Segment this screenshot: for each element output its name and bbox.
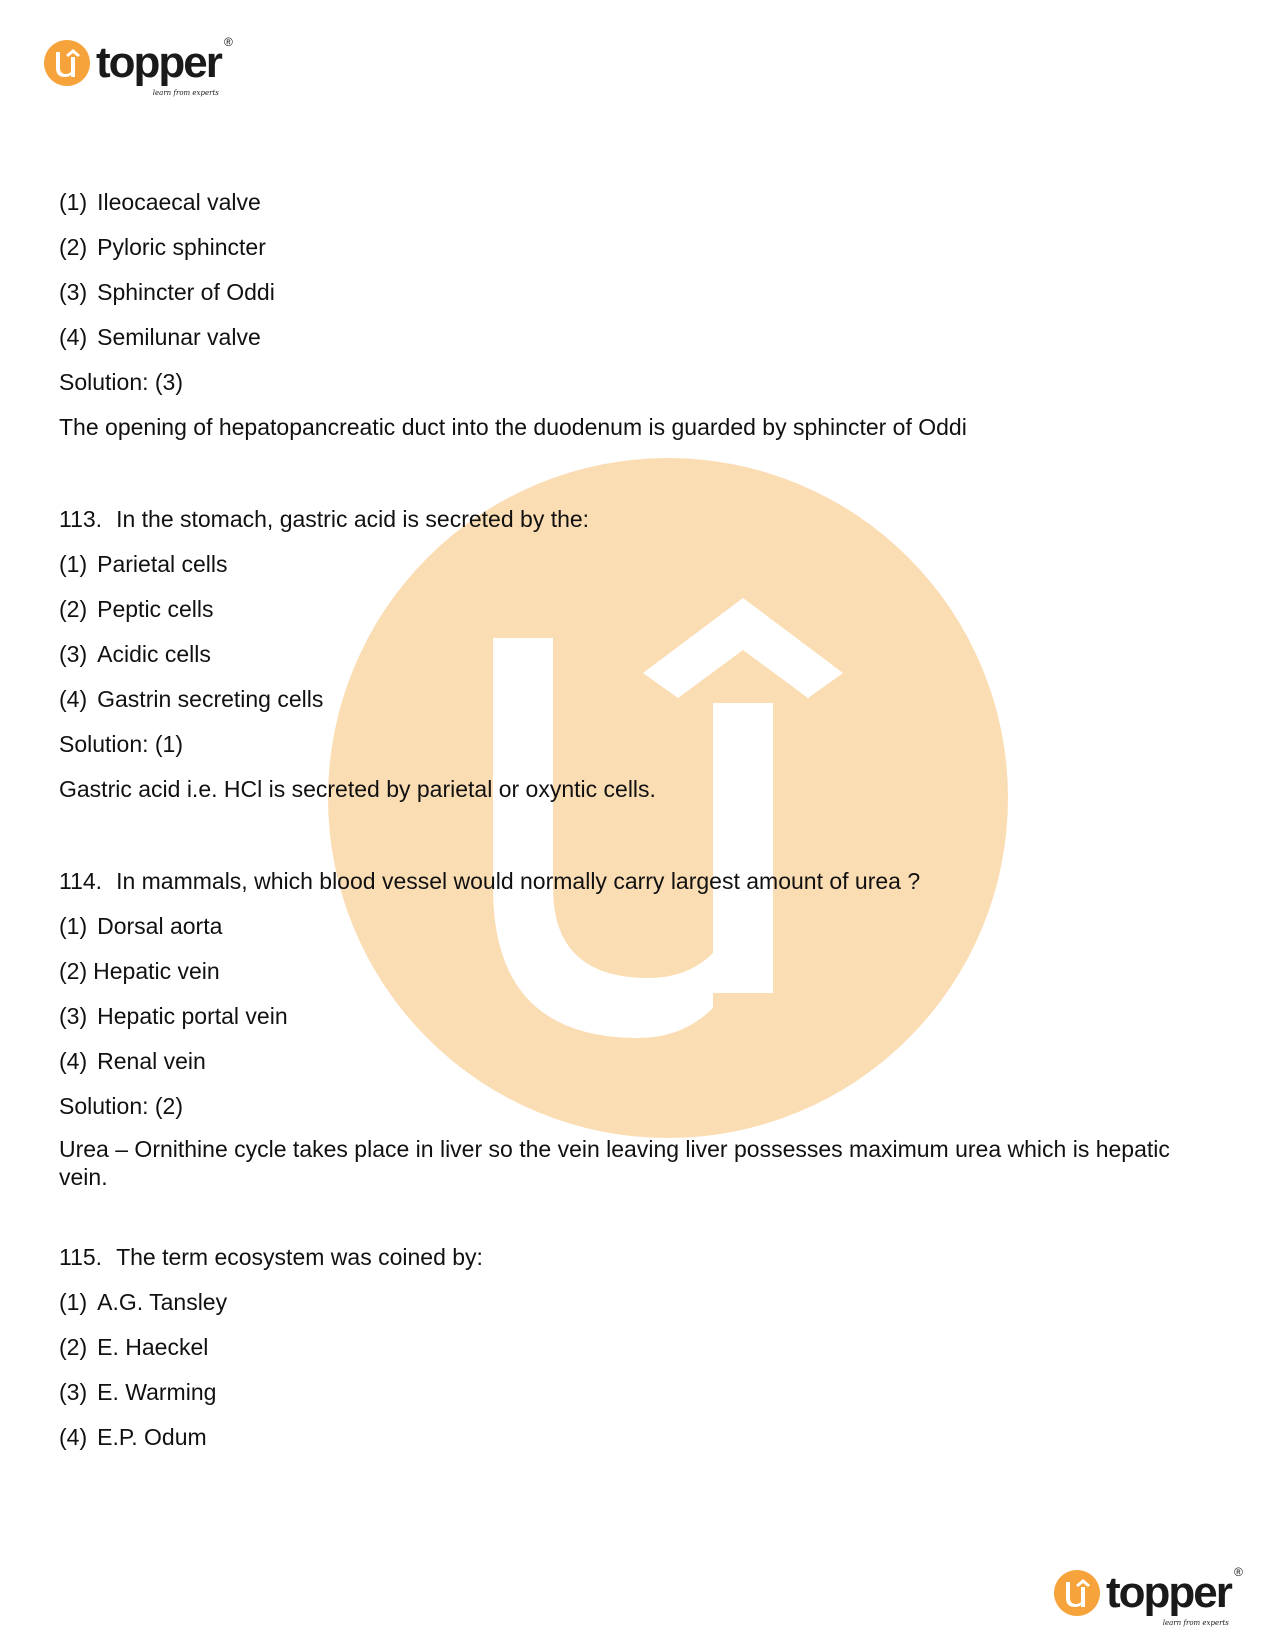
topper-u-icon (44, 40, 90, 86)
brand-name: topper (1106, 1568, 1231, 1617)
topper-logo-footer (1054, 1565, 1243, 1627)
brand-tagline: learn from experts (152, 89, 219, 97)
prev-question-block (59, 186, 1179, 456)
solution-explanation: Gastric acid i.e. HCl is secreted by parietal or oxyntic cells. (59, 776, 656, 802)
solution-explanation: Urea – Ornithine cycle takes place in liver so the vein leaving liver possesses maximum urea which is hepatic vein. (59, 1136, 1170, 1190)
option-item: (4) Semilunar valve (59, 324, 261, 350)
brand-tagline: learn from experts (1162, 1619, 1229, 1627)
option-item: (3) E. Warming (59, 1379, 217, 1405)
option-item: (1) Dorsal aorta (59, 913, 223, 939)
registered-mark: ® (224, 35, 233, 49)
brand-name: topper (96, 38, 221, 87)
question-text: 113. In the stomach, gastric acid is secreted by the: (59, 506, 590, 532)
topper-u-icon (1054, 1570, 1100, 1616)
solution-label: Solution: (3) (59, 369, 184, 395)
option-item: (3) Sphincter of Oddi (59, 279, 275, 305)
option-item: (2) Hepatic vein (59, 958, 220, 984)
question-115 (59, 1241, 1179, 1466)
option-item: (1) Parietal cells (59, 551, 228, 577)
question-114 (59, 865, 1179, 1191)
option-item: (3) Acidic cells (59, 641, 211, 667)
option-item: (4) E.P. Odum (59, 1424, 207, 1450)
question-113 (59, 503, 1179, 818)
document-body (59, 186, 1179, 1466)
question-text: 114. In mammals, which blood vessel would normally carry largest amount of urea ? (59, 868, 921, 894)
question-text: 115. The term ecosystem was coined by: (59, 1244, 483, 1270)
option-item: (2) Pyloric sphincter (59, 234, 266, 260)
option-item: (1) Ileocaecal valve (59, 189, 261, 215)
solution-explanation: The opening of hepatopancreatic duct into the duodenum is guarded by sphincter of Oddi (59, 414, 967, 440)
option-item: (4) Gastrin secreting cells (59, 686, 324, 712)
option-item: (3) Hepatic portal vein (59, 1003, 288, 1029)
topper-logo-header (44, 35, 233, 97)
option-item: (1) A.G. Tansley (59, 1289, 228, 1315)
solution-label: Solution: (2) (59, 1093, 184, 1119)
option-item: (4) Renal vein (59, 1048, 206, 1074)
solution-label: Solution: (1) (59, 731, 184, 757)
registered-mark: ® (1234, 1565, 1243, 1579)
option-item: (2) Peptic cells (59, 596, 214, 622)
option-item: (2) E. Haeckel (59, 1334, 209, 1360)
